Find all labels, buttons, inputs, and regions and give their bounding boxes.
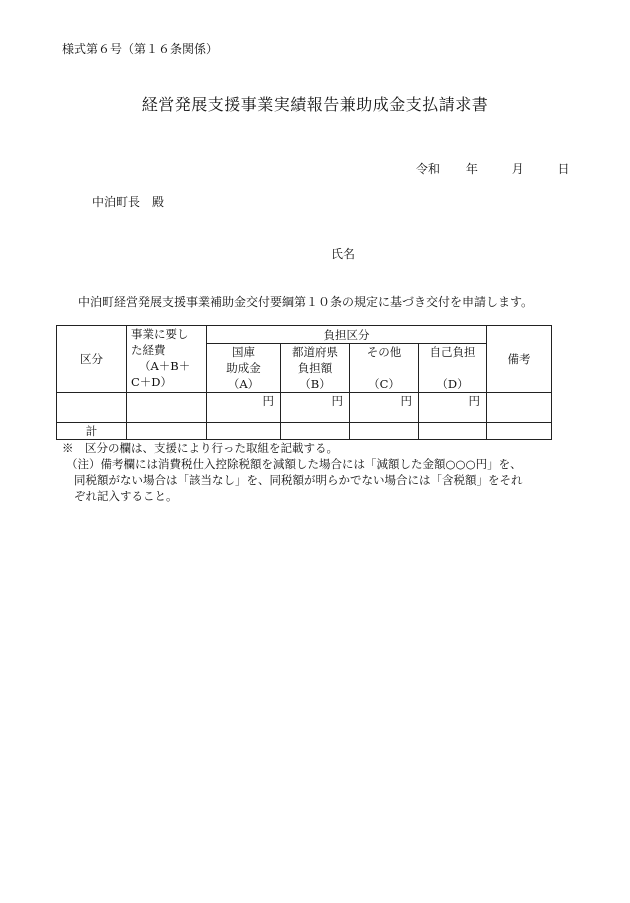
total-a[interactable]	[207, 423, 281, 440]
cell-c[interactable]: 円	[350, 393, 419, 423]
note-line: （注）備考欄には消費税仕入控除税額を減額した場合には「減額した金額○○○円」を、	[66, 457, 522, 471]
header-code: （A）	[227, 377, 260, 391]
header-burden: 負担区分	[207, 326, 487, 344]
header-burden-c	[350, 344, 419, 393]
header-category: 区分	[57, 326, 127, 393]
total-cost[interactable]	[127, 423, 207, 440]
body-text: 中泊町経営発展支援事業補助金交付要綱第１０条の規定に基づき交付を申請します。	[78, 295, 534, 309]
document-title: 経営発展支援事業実績報告兼助成金支払請求書	[141, 95, 489, 114]
name-label: 氏名	[331, 247, 356, 261]
expense-table	[56, 325, 552, 440]
notes	[62, 440, 523, 504]
header-remarks: 備考	[487, 326, 552, 393]
date-line	[416, 160, 570, 177]
cell-cost[interactable]	[127, 393, 207, 423]
header-line: 自己負担	[429, 345, 476, 359]
header-code: （B）	[299, 377, 331, 391]
cell-a[interactable]: 円	[207, 393, 281, 423]
header-code: （D）	[436, 377, 469, 391]
header-cost-line: （A＋B＋	[139, 359, 191, 373]
cell-b[interactable]: 円	[281, 393, 350, 423]
header-cost-line: 事業に要し	[131, 327, 189, 341]
date-day: 日	[557, 162, 570, 176]
header-burden-b	[281, 344, 350, 393]
total-label: 計	[57, 423, 127, 440]
header-burden-d	[419, 344, 487, 393]
cell-remarks[interactable]	[487, 393, 552, 423]
header-line: 助成金	[226, 361, 261, 375]
header-burden-a	[207, 344, 281, 393]
header-line: 国庫	[232, 345, 255, 359]
header-line: 都道府県	[292, 345, 338, 359]
date-year: 年	[465, 162, 478, 176]
date-month: 月	[511, 162, 524, 176]
total-d[interactable]	[419, 423, 487, 440]
note-line: ※ 区分の欄は、支援により行った取組を記載する。	[62, 441, 338, 455]
header-line: その他	[366, 345, 402, 359]
header-cost-line: C＋D）	[131, 375, 173, 389]
header-code: （C）	[368, 377, 400, 391]
date-era: 令和	[416, 162, 441, 176]
total-remarks[interactable]	[487, 423, 552, 440]
note-line: ぞれ記入すること。	[74, 489, 178, 503]
header-line: 負担額	[297, 361, 333, 375]
cell-category[interactable]	[57, 393, 127, 423]
form-number: 様式第６号（第１６条関係）	[62, 42, 219, 56]
total-c[interactable]	[350, 423, 419, 440]
total-b[interactable]	[281, 423, 350, 440]
header-cost	[127, 326, 207, 393]
addressee: 中泊町長 殿	[92, 195, 165, 209]
note-line: 同税額がない場合は「該当なし」を、同税額が明らかでない場合には「含税額」をそれ	[74, 473, 523, 487]
header-cost-line: た経費	[131, 343, 166, 357]
cell-d[interactable]: 円	[419, 393, 487, 423]
